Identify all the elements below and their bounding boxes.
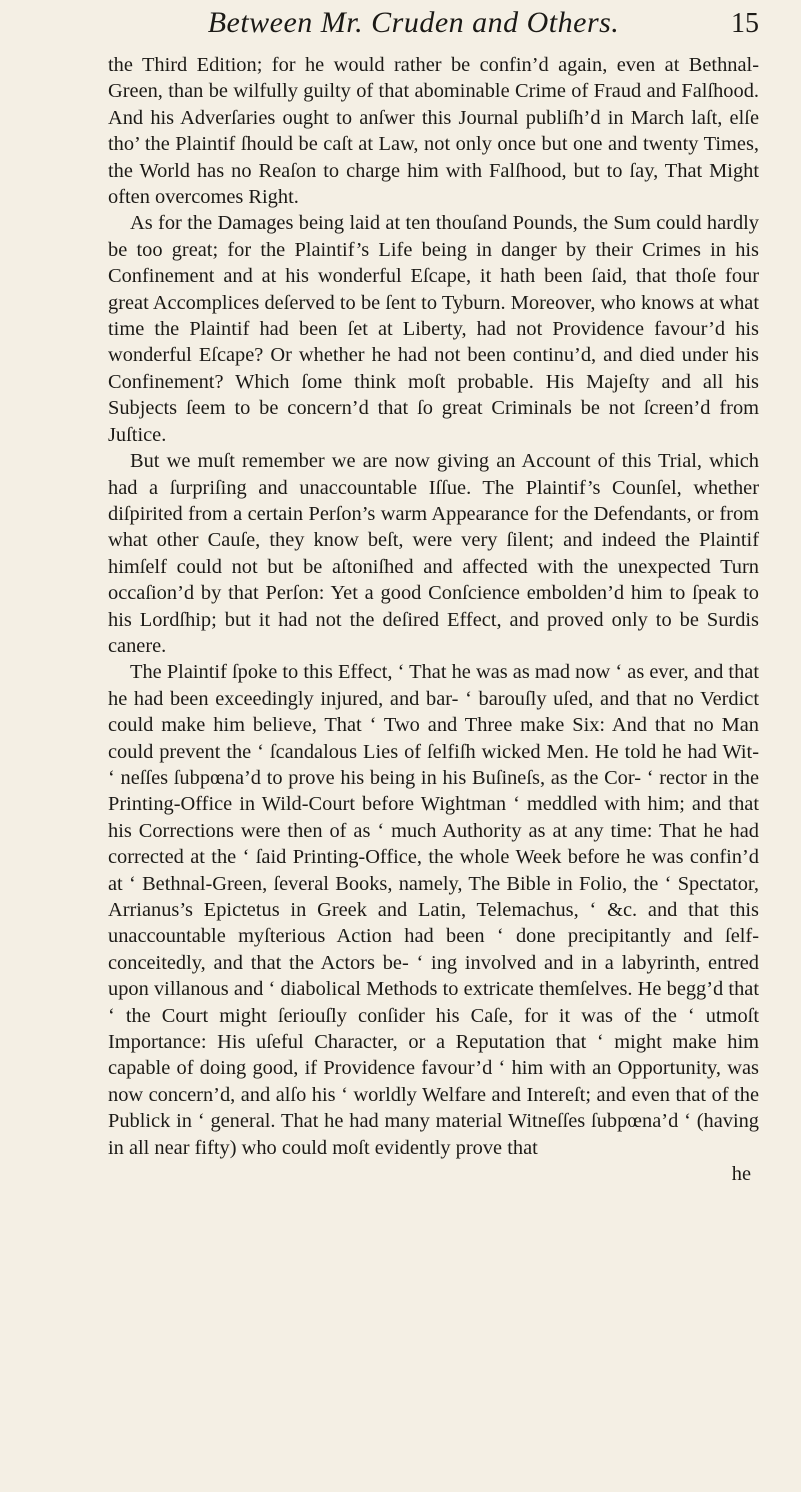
paragraph: The Plaintif ſpoke to this Effect, ‘ That he was as mad now ‘ as ever, and that he had been exceedingly injured, and bar- ‘ barouſly uſed, and that no Verdict could make him believe, That ‘ Two and Three make Six: And that no Man could prevent the ‘ ſcandalous Lies of ſelfiſh wicked Men. He told he had Wit- ‘ neſſes ſubpœna’d to prove his being in his Buſineſs, as the Cor- ‘ rector in the Printing-Office in Wild-Court before Wightman ‘ meddled with him; and that his Corrections were then of as ‘ much Authority as at any time: That he had corrected at the ‘ ſaid Printing-Office, the whole Week before he was confin’d at ‘ Bethnal-Green, ſeveral Books, namely, The Bible in Folio, the ‘ Spectator, Arrianus’s Epictetus in Greek and Latin, Telemachus, ‘ &c. and that this unaccountable myſterious Action had been ‘ done precipitantly and ſelf-conceitedly, and that the Actors be- ‘ ing involved and in a labyrinth, entred upon villanous and ‘ diabolical Methods to extricate themſelves. He begg’d that ‘ the Court might ſeriouſly conſider his Caſe, for it was of the ‘ utmoſt Importance: His uſeful Character, or a Reputation that ‘ might make him capable of doing good, if Providence favour’d ‘ him with an Opportunity, was now concern’d, and alſo his ‘ worldly Welfare and Intereſt; and even that of the Publick in ‘ general. That he had many material Witneſſes ſubpœna’d ‘ (having in all near fifty) who could moſt evidently prove that xyxy=(108,661,759,1159)
running-head-title: Between Mr. Cruden and Others. xyxy=(207,6,620,39)
catchword: he xyxy=(731,1163,751,1186)
body-text xyxy=(108,52,759,1161)
paragraph: As for the Damages being laid at ten thouſand Pounds, the Sum could hardly be too great; for the Plaintif’s Life being in danger by their Crimes in his Confinement and at his wonderful Eſcape, it hath been ſaid, that thoſe four great Accomplices deſerved to be ſent to Tyburn. Moreover, who knows at what time the Plaintif had been ſet at Liberty, had not Providence favour’d his wonderful Eſcape? Or whether he had not been continu’d, and died under his Confinement? Which ſome think moſt probable. His Majeſty and all his Subjects ſeem to be concern’d that ſo great Criminals be not ſcreen’d from Juſtice. xyxy=(108,212,759,446)
paragraph: But we muſt remember we are now giving an Account of this Trial, which had a ſurpriſing and unaccountable Iſſue. The Plaintif’s Counſel, whether diſpirited from a certain Perſon’s warm Appearance for the Defendants, or from what other Cauſe, they know beſt, were very ſilent; and indeed the Plaintif himſelf could not but be aſtoniſhed and affected with the unexpected Turn occaſion’d by that Perſon: Yet a good Conſcience embolden’d him to ſpeak to his Lordſhip; but it had not the deſired Effect, and proved only to be Surdis canere. xyxy=(108,450,759,657)
paragraph: the Third Edition; for he would rather be confin’d again, even at Bethnal-Green, than be wilfully guilty of that abominable Crime of Fraud and Falſhood. And his Adverſaries ought to anſwer this Journal publiſh’d in March laſt, elſe tho’ the Plaintif ſhould be caſt at Law, not only once but one and twenty Times, the World has no Reaſon to charge him with Falſhood, but to ſay, That Might often overcomes Right. xyxy=(108,54,759,209)
running-head xyxy=(108,6,759,52)
page-number: 15 xyxy=(731,8,759,39)
